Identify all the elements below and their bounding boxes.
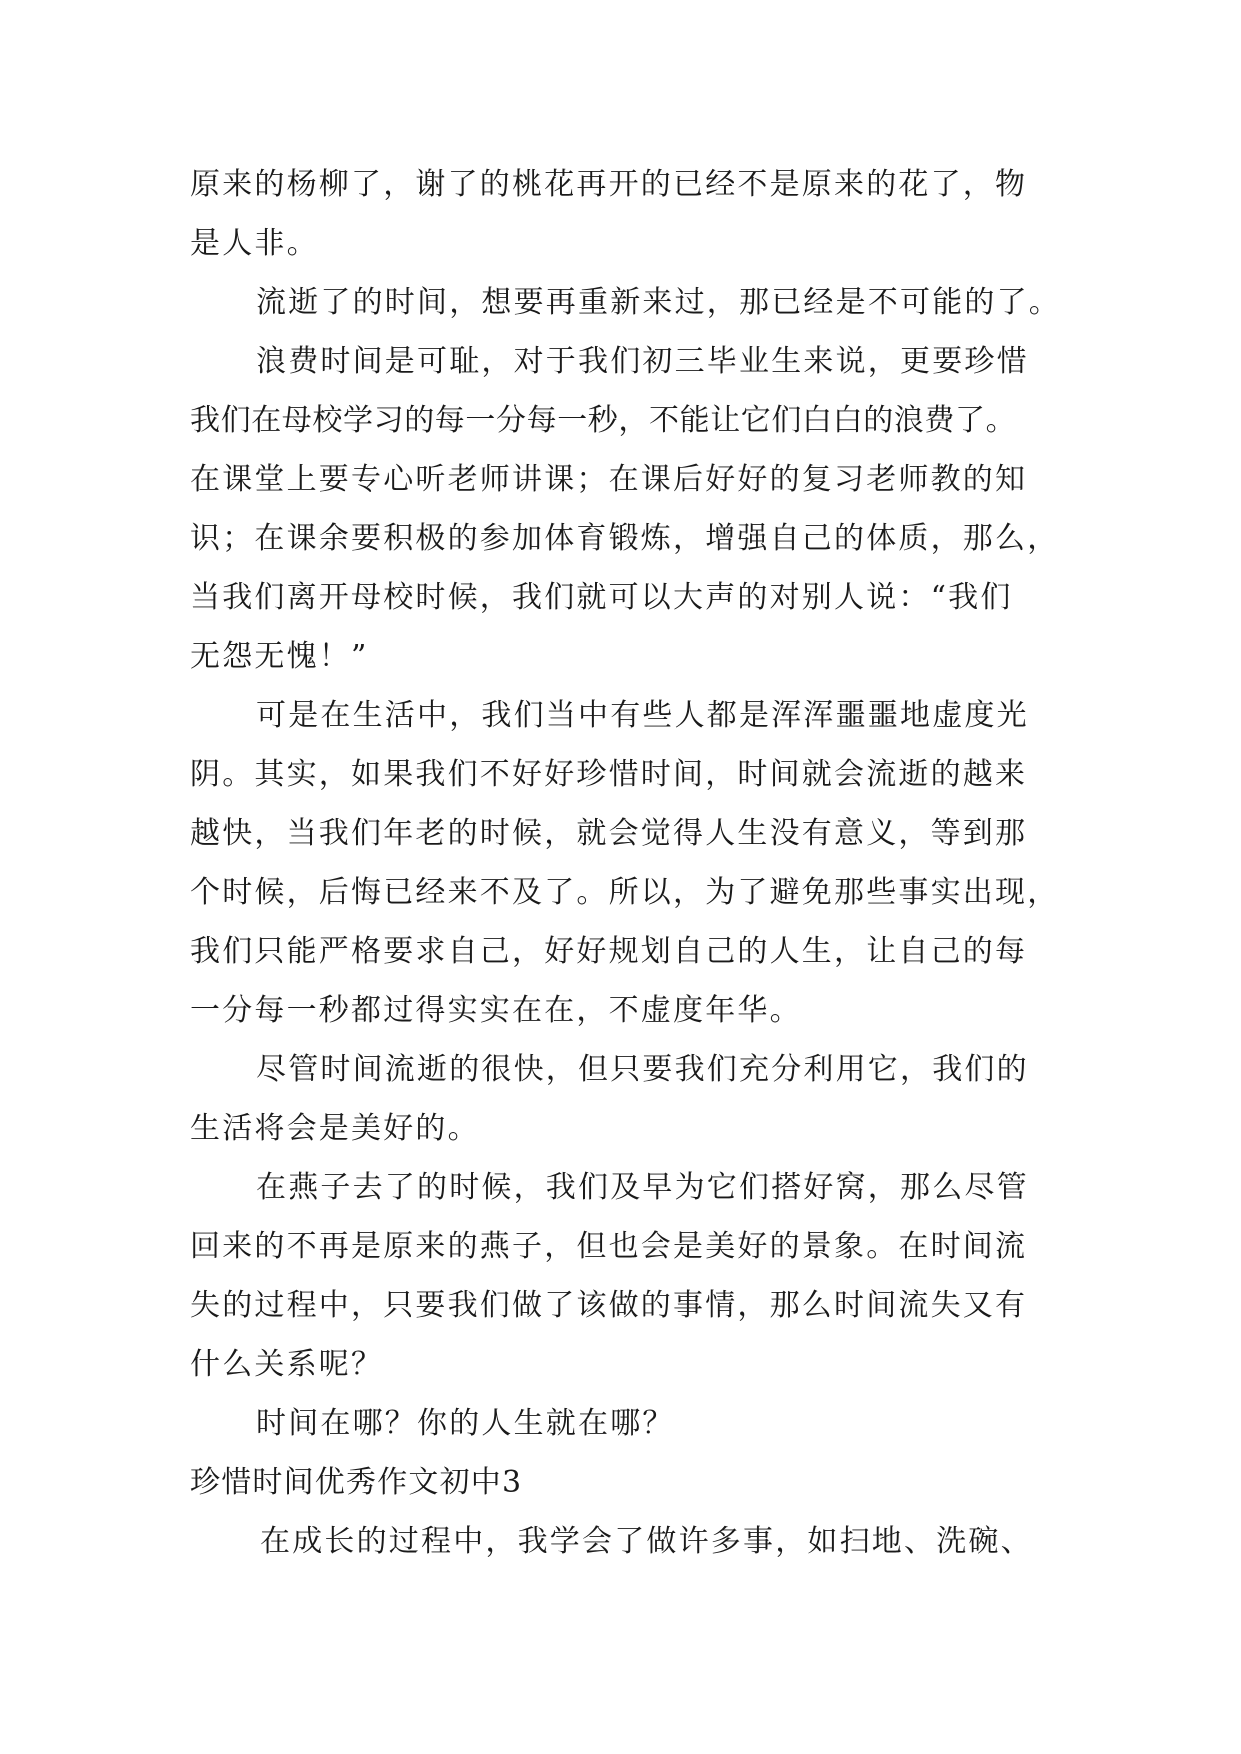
text-line-6: 在课堂上要专心听老师讲课；在课后好好的复习老师教的知 xyxy=(190,462,1028,497)
paragraph-first-line: 时间在哪？你的人生就在哪？ xyxy=(256,1406,675,1441)
text-line-1: 原来的杨柳了，谢了的桃花再开的已经不是原来的花了，物 xyxy=(190,167,1028,202)
paragraph-first-line: 在成长的过程中，我学会了做许多事，如扫地、洗碗、 xyxy=(260,1524,1033,1559)
text-line-15: 一分每一秒都过得实实在在，不虚度年华。 xyxy=(190,993,802,1028)
text-line-12: 越快，当我们年老的时候，就会觉得人生没有意义，等到那 xyxy=(190,816,1028,851)
paragraph-first-line: 流逝了的时间，想要再重新来过，那已经是不可能的了。 xyxy=(256,285,1061,320)
text-line-9: 无怨无愧！” xyxy=(190,639,369,674)
paragraph-first-line: 可是在生活中，我们当中有些人都是浑浑噩噩地虚度光 xyxy=(256,698,1029,733)
text-line-14: 我们只能严格要求自己，好好规划自己的人生，让自己的每 xyxy=(190,934,1028,969)
section-heading: 珍惜时间优秀作文初中3 xyxy=(190,1465,523,1500)
text-line-8: 当我们离开母校时候，我们就可以大声的对别人说：“我们 xyxy=(190,580,1013,615)
text-line-5: 我们在母校学习的每一分每一秒，不能让它们白白的浪费了。 xyxy=(190,403,1017,438)
text-line-7: 识；在课余要积极的参加体育锻炼，增强自己的体质，那么， xyxy=(190,521,1060,556)
text-line-2: 是人非。 xyxy=(190,226,319,261)
text-line-19: 回来的不再是原来的燕子，但也会是美好的景象。在时间流 xyxy=(190,1229,1028,1264)
text-line-11: 阴。其实，如果我们不好好珍惜时间，时间就会流逝的越来 xyxy=(190,757,1028,792)
paragraph-first-line: 浪费时间是可耻，对于我们初三毕业生来说，更要珍惜 xyxy=(256,344,1029,379)
text-line-17: 生活将会是美好的。 xyxy=(190,1111,480,1146)
text-line-21: 什么关系呢？ xyxy=(190,1347,384,1382)
paragraph-first-line: 在燕子去了的时候，我们及早为它们搭好窝，那么尽管 xyxy=(256,1170,1029,1205)
paragraph-first-line: 尽管时间流逝的很快，但只要我们充分利用它，我们的 xyxy=(256,1052,1029,1087)
text-line-13: 个时候，后悔已经来不及了。所以，为了避免那些事实出现， xyxy=(190,875,1060,910)
text-line-20: 失的过程中，只要我们做了该做的事情，那么时间流失又有 xyxy=(190,1288,1028,1323)
